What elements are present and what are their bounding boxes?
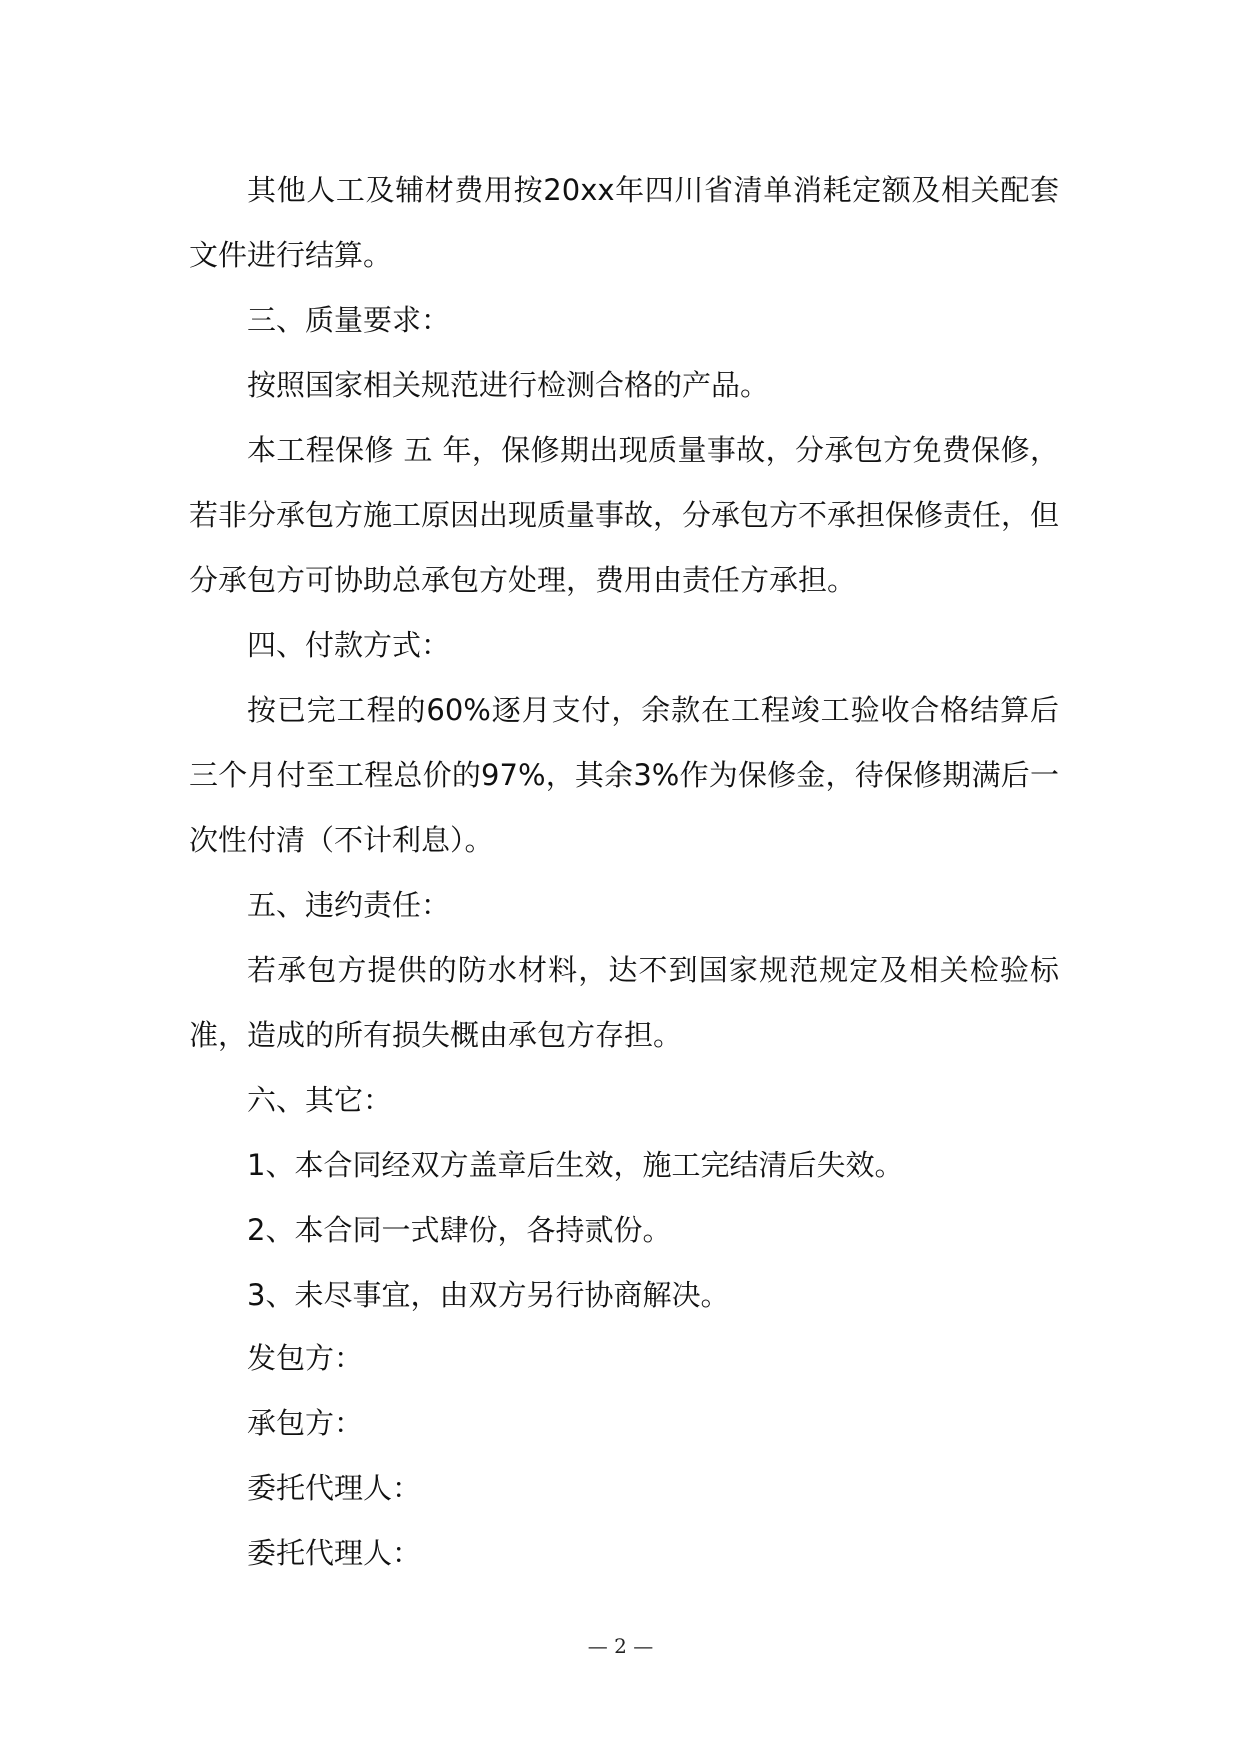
paragraph-settlement: 其他人工及辅材费用按20xx年四川省清单消耗定额及相关配套文件进行结算。 (189, 173, 1059, 272)
clause-1: 1、本合同经双方盖章后生效，施工完结清后失效。 (247, 1148, 904, 1182)
heading-quality: 三、质量要求： (247, 303, 451, 337)
signature-agent-2: 委托代理人： (247, 1536, 422, 1570)
clause-2: 2、本合同一式肆份，各持贰份。 (247, 1213, 672, 1247)
paragraph-breach: 若承包方提供的防水材料，达不到国家规范规定及相关检验标准，造成的所有损失概由承包方存担。 (189, 953, 1059, 1052)
paragraph-payment: 按已完工程的60%逐月支付，余款在工程竣工验收合格结算后三个月付至工程总价的97%，其余3%作为保修金，待保修期满后一次性付清（不计利息）。 (189, 693, 1059, 857)
signature-employer: 发包方： (247, 1341, 364, 1375)
heading-other: 六、其它： (247, 1083, 393, 1117)
contract-body (189, 158, 1059, 1328)
signature-block (247, 1326, 421, 1586)
signature-contractor: 承包方： (247, 1406, 364, 1440)
paragraph-quality: 按照国家相关规范进行检测合格的产品。 (247, 368, 770, 402)
clause-3: 3、未尽事宜，由双方另行协商解决。 (247, 1278, 730, 1312)
signature-agent-1: 委托代理人： (247, 1471, 422, 1505)
page-number: — 2 — (587, 1634, 654, 1658)
heading-payment: 四、付款方式： (247, 628, 451, 662)
heading-breach: 五、违约责任： (247, 888, 451, 922)
paragraph-warranty: 本工程保修 五 年，保修期出现质量事故，分承包方免费保修，若非分承包方施工原因出现质量事故，分承包方不承担保修责任，但分承包方可协助总承包方处理，费用由责任方承担。 (189, 433, 1060, 597)
